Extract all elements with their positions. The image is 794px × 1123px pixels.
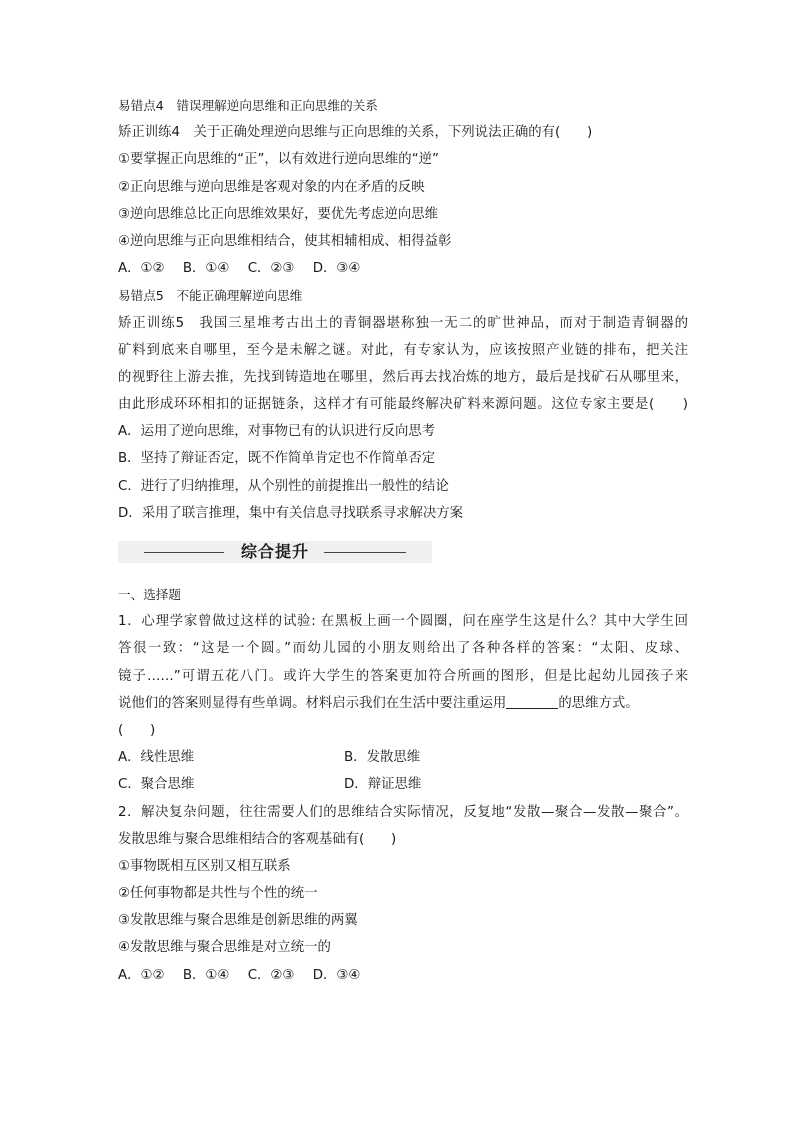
option-c: C．进行了归纳推理，从个别性的前提推出一般性的结论	[118, 478, 449, 494]
question-1-stem-line: 1．心理学家曾做过这样的试验: 在黑板上画一个圆圈，问在座学生这是什么？其中大学生回	[118, 614, 688, 630]
question-5-stem-line: 的视野往上游去推，先找到铸造地在哪里，然后再去找冶炼的地方，最后是找矿石从哪里来，	[118, 369, 688, 385]
option-d: D．采用了联言推理，集中有关信息寻找联系寻求解决方案	[118, 505, 464, 521]
option-d: D．③④	[312, 261, 361, 277]
question-2-stem-line: 2．解决复杂问题，往往需要人们的思维结合实际情况，反复地“发散—聚合—发散—聚合”。	[118, 804, 688, 820]
question-2-options	[118, 962, 688, 989]
option-c: C．②③	[247, 967, 295, 983]
option-c: C．②③	[247, 261, 295, 277]
statement-item: ③发散思维与聚合思维是创新思维的两翼	[118, 913, 358, 929]
question-1-stem-line: 答很一致：“这是一个圆。”而幼儿园的小朋友则给出了各种各样的答案：“太阳、皮球、	[118, 641, 688, 657]
option-c: C．聚合思维	[118, 777, 195, 793]
question-5-stem-line: 由此形成环环相扣的证据链条，这样才有可能最终解决矿料来源问题。这位专家主要是( )	[118, 397, 688, 413]
statement-item: ①事物既相互区别又相互联系	[118, 858, 291, 874]
question-2-stem-line: 发散思维与聚合思维相结合的客观基础有( )	[118, 831, 397, 847]
question-1-stem-pre: 说他们的答案则显得有些单调。材料启示我们在生活中要注重运用	[118, 695, 507, 711]
question-1-stem-post: 的思维方式。	[558, 695, 639, 711]
option-a: A．①②	[118, 261, 165, 277]
question-4-options	[118, 255, 688, 282]
question-1-options-row	[118, 771, 688, 798]
question-5-stem-line: 矫正训练5 我国三星堆考古出土的青铜器堪称独一无二的旷世神品，而对于制造青铜器的	[118, 315, 688, 331]
question-5-stem-line: 矿料到底来自哪里，至今是未解之谜。对此，有专家认为，应该按照产业链的排布，把关注	[118, 342, 688, 358]
answer-parenthesis: ( )	[118, 722, 156, 738]
option-a: A．①②	[118, 967, 165, 983]
option-d: D．辩证思维	[344, 777, 422, 793]
statement-item: ④逆向思维与正向思维相结合，使其相辅相成、相得益彰	[118, 233, 452, 249]
fill-in-blank	[506, 694, 558, 709]
question-1-stem-line	[118, 690, 688, 717]
statement-item: ②任何事物都是共性与个性的统一	[118, 886, 318, 902]
option-b: B．发散思维	[344, 750, 421, 766]
question-1-options-row	[118, 744, 688, 771]
document-page	[118, 92, 688, 989]
banner-title: 综合提升	[240, 542, 309, 562]
option-b: B．①④	[182, 967, 230, 983]
error-point-5-heading: 易错点5 不能正确理解逆向思维	[118, 288, 303, 304]
statement-item: ②正向思维与逆向思维是客观对象的内在矛盾的反映	[118, 179, 425, 195]
question-4-stem: 矫正训练4 关于正确处理逆向思维与正向思维的关系，下列说法正确的有( )	[118, 125, 593, 141]
question-1-stem-line: 镜子……”可谓五花八门。或许大学生的答案更加符合所画的图形，但是比起幼儿园孩子来	[118, 668, 688, 684]
option-a: A．运用了逆向思维，对事物已有的认识进行反向思考	[118, 424, 436, 440]
error-point-4-heading: 易错点4 错误理解逆向思维和正向思维的关系	[118, 98, 378, 113]
statement-item: ①要掌握正向思维的“正”，以有效进行逆向思维的“逆”	[118, 152, 439, 168]
option-b: B．①④	[182, 261, 230, 277]
option-b: B．坚持了辩证否定，既不作简单肯定也不作简单否定	[118, 451, 436, 467]
statement-item: ④发散思维与聚合思维是对立统一的	[118, 940, 331, 956]
statement-item: ③逆向思维总比正向思维效果好，要优先考虑逆向思维	[118, 206, 438, 222]
option-a: A．线性思维	[118, 750, 195, 766]
section-banner	[118, 541, 432, 563]
multiple-choice-heading: 一、选择题	[118, 587, 181, 603]
option-d: D．③④	[312, 967, 361, 983]
